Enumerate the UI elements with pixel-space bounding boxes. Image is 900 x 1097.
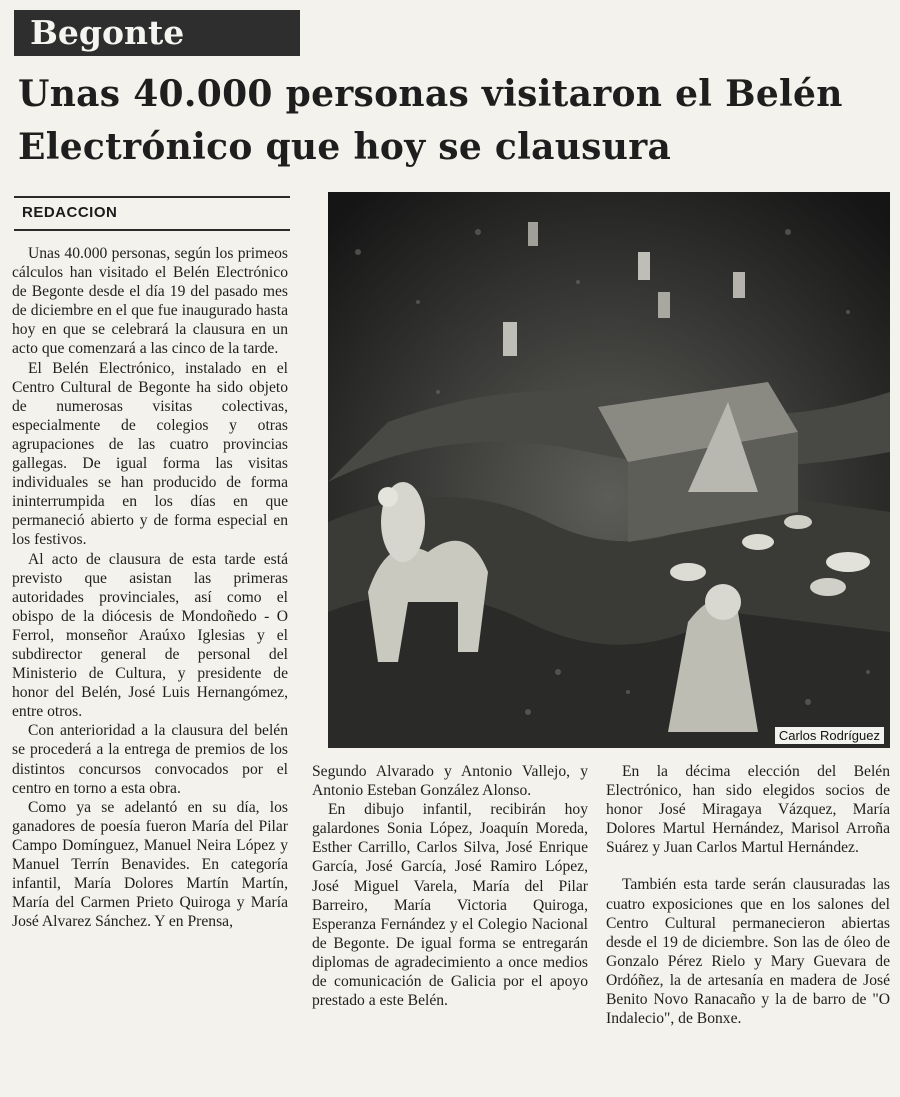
paragraph: El Belén Electrónico, instalado en el Centro Cultural de Begonte ha sido objeto de numerosas visitas colectivas, especialmente de colegios y otras agrupaciones de las cuatro provincias gallegas. De igual forma las visitas individuales se han producido de forma ininterrumpida en los días en que permaneció abierto y de forma especial en los festivos.	[12, 359, 288, 549]
paragraph: Con anterioridad a la clausura del belén se procederá a la entrega de premios de los distintos concursos convocados por el centro en torno a esta obra.	[12, 722, 288, 797]
headline: Unas 40.000 personas visitaron el Belén Electrónico que hoy se clausura	[18, 73, 843, 168]
nativity-scene-photo	[328, 192, 890, 748]
paragraph: En dibujo infantil, recibirán hoy galardones Sonia López, Joaquín Moreda, Esther Carrillo, Carlos Silva, José Enrique García, José García, José Ramiro López, José Miguel Varela, María del Pilar Barreiro, María Victoria Quiroga, Esperanza Fernández y el Colegio Nacional de Begonte. De igual forma se entregarán diplomas de agradecimiento a once medios de comunicación de Galicia por el apoyo prestado a este Belén.	[312, 801, 588, 1010]
photo-credit: Carlos Rodríguez	[775, 727, 884, 744]
paragraph: También esta tarde serán clausuradas las cuatro exposiciones que en los salones del Centro Cultural permanecieron abiertas desde el 19 de diciembre. Son las de óleo de Gonzalo Pérez Rielo y Mary Guevara de Ordóñez, la de artesanía en madera de José Benito Novo Ranacaño y la de barro de "O Indalecio", de Bonxe.	[606, 876, 890, 1028]
photo-image	[328, 192, 890, 748]
section-label: Begonte	[14, 10, 300, 56]
paragraph: Segundo Alvarado y Antonio Vallejo, y Antonio Esteban González Alonso.	[312, 763, 588, 800]
byline: REDACCION	[22, 204, 118, 221]
paragraph: En la décima elección del Belén Electrónico, han sido elegidos socios de honor José Miragaya Vázquez, María Dolores Martul Hernández, Marisol Arroña Suárez y Juan Carlos Martul Hernández.	[606, 763, 890, 857]
article-column-3	[606, 762, 890, 1028]
byline-bottom-rule	[14, 229, 290, 231]
paragraph: Como ya se adelantó en su día, los ganadores de poesía fueron María del Pilar Campo Domínguez, Manuel Neira López y Manuel Terrín Benavides. En categoría infantil, María Dolores Martín Martín, María del Carmen Prieto Quiroga y María José Alvarez Sánchez. Y en Prensa,	[12, 798, 288, 931]
paragraph: Unas 40.000 personas, según los primeos cálculos han visitado el Belén Electrónico de Begonte desde el día 19 del pasado mes de diciembre en el que fue inaugurado hasta hoy en que se celebrará la clausura en un acto que comenzará a las cinco de la tarde.	[12, 245, 288, 358]
paragraph: Al acto de clausura de esta tarde está previsto que asistan las primeras autoridades provinciales, así como el obispo de la diócesis de Mondoñedo - O Ferrol, monseñor Araúxo Iglesias y el subdirector general de personal del Ministerio de Cultura, y presidente de honor del Belén, José Luis Hernangómez, entre otros.	[12, 550, 288, 721]
byline-top-rule	[14, 196, 290, 198]
article-column-2	[312, 762, 588, 1010]
article-column-1	[12, 244, 288, 931]
